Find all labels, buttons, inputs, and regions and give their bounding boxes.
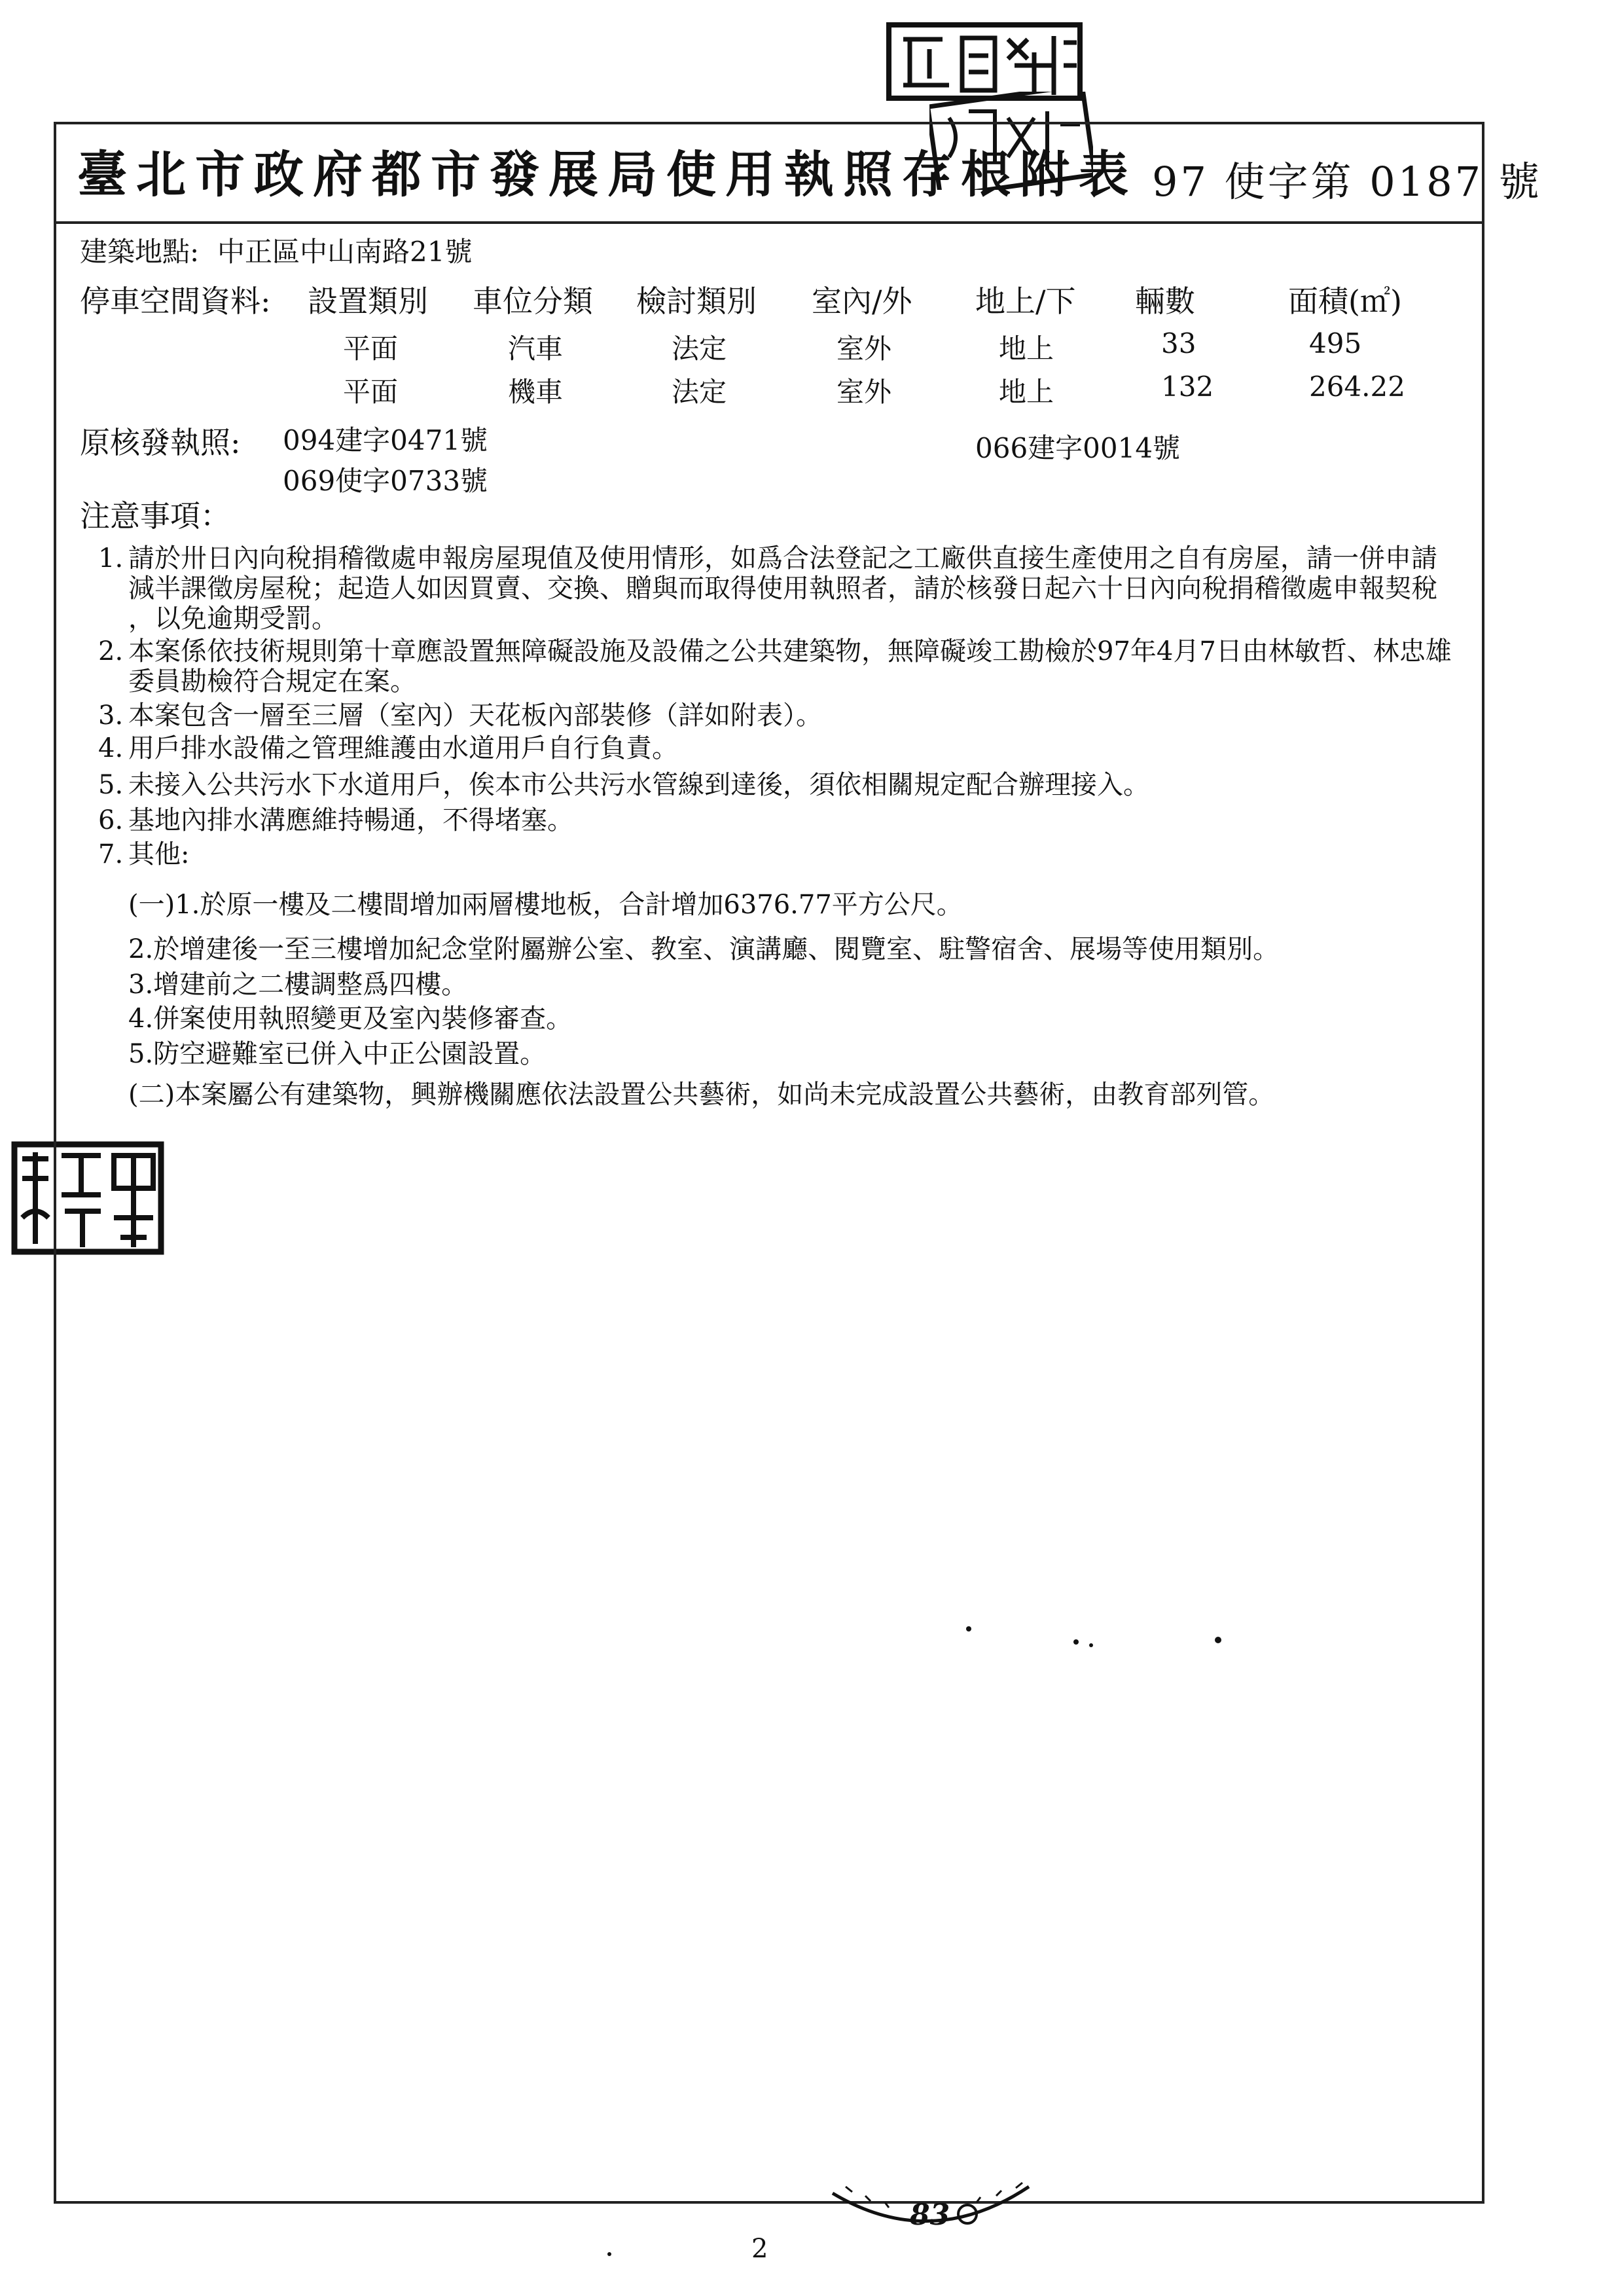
original-license-2: 069使字0733號: [283, 465, 488, 497]
speck: [607, 2252, 611, 2256]
note-item-6: [98, 805, 1479, 835]
other-item-1: (一)1.於原一樓及二樓間增加兩層樓地板，合計增加6376.77平方公尺。: [128, 890, 963, 920]
note-line: ，以免逾期受罰。: [128, 604, 338, 634]
other-item-5: 5.防空避難室已併入中正公園設置。: [128, 1039, 547, 1069]
parking-row-1-type: 平面: [343, 333, 399, 365]
note-item-1: [98, 543, 1479, 634]
parking-row-2-area: 264.22: [1309, 371, 1405, 403]
parking-row-2-count: 132: [1161, 371, 1214, 403]
site-value: 中正區中山南路21號: [217, 236, 473, 268]
note-number: 4.: [98, 733, 124, 763]
other-item-4: 4.併案使用執照變更及室內裝修審查。: [128, 1004, 573, 1034]
note-item-3: [98, 701, 1479, 731]
note-item-5: [98, 770, 1479, 800]
note-line: 未接入公共污水下水道用戶，俟本市公共污水管線到達後，須依相關規定配合辦理接入。: [128, 770, 1149, 800]
note-item-7: [98, 839, 1479, 869]
site-label: 建築地點:: [80, 236, 200, 268]
parking-col-count: 輛數: [1135, 283, 1195, 319]
parking-col-vehicle: 車位分類: [473, 283, 593, 319]
note-line: 請於卅日內向稅捐稽徵處申報房屋現值及使用情形，如爲合法登記之工廠供直接生產使用之自有房屋，請一併申請: [128, 543, 1437, 574]
speck: [1215, 1637, 1221, 1643]
document-title: 臺北市政府都市發展局使用執照存根附表: [77, 145, 1138, 204]
note-item-2: [98, 636, 1479, 697]
other-item-2: 2.於增建後一至三樓增加紀念堂附屬辦公室、教室、演講廳、閱覽室、駐警宿舍、展場等使用類別。: [128, 934, 1280, 964]
parking-col-indoor: 室內/外: [812, 283, 912, 319]
parking-row-2-vehicle: 機車: [508, 376, 564, 408]
parking-row-1-level: 地上: [999, 333, 1054, 365]
parking-row-2-level: 地上: [999, 376, 1054, 408]
note-number: 3.: [98, 701, 124, 731]
parking-row-1-area: 495: [1309, 327, 1362, 359]
note-line: 委員勘檢符合規定在案。: [128, 666, 416, 697]
note-number: 1.: [98, 543, 124, 574]
parking-row-1-count: 33: [1161, 327, 1196, 359]
parking-label: 停車空間資料:: [80, 283, 271, 319]
speck: [1089, 1643, 1093, 1647]
parking-row-1-vehicle: 汽車: [508, 333, 564, 365]
document-number: 97 使字第 0187 號: [1152, 158, 1542, 206]
parking-col-level: 地上/下: [975, 283, 1076, 319]
speck: [1073, 1639, 1079, 1645]
note-number: 5.: [98, 770, 124, 800]
note-line: 用戶排水設備之管理維護由水道用戶自行負責。: [128, 733, 678, 763]
note-number: 6.: [98, 805, 124, 835]
parking-col-type: 設置類別: [308, 283, 428, 319]
page-number: 2: [751, 2234, 768, 2264]
note-line: 減半課徵房屋稅；起造人如因買賣、交換、贈與而取得使用執照者，請於核發日起六十日內向稅捐稽徵處申報契稅: [128, 574, 1437, 604]
notes-heading: 注意事項：: [80, 498, 230, 534]
note-number: 7.: [98, 839, 124, 869]
parking-row-1-review: 法定: [672, 333, 727, 365]
document-frame: [54, 122, 1484, 2204]
parking-row-2-type: 平面: [343, 376, 399, 408]
parking-col-area: 面積(㎡): [1288, 283, 1402, 319]
note-item-4: [98, 733, 1479, 763]
parking-row-2-indoor: 室外: [836, 376, 892, 408]
note-line: 本案包含一層至三層（室內）天花板內部裝修（詳如附表）。: [128, 701, 822, 731]
other-item-3: 3.增建前之二樓調整爲四樓。: [128, 970, 468, 1000]
note-line: 其他:: [128, 839, 190, 869]
original-license-label: 原核發執照:: [80, 425, 241, 460]
parking-col-review: 檢討類別: [636, 283, 757, 319]
original-license-3: 066建字0014號: [975, 432, 1181, 464]
other-item-6: (二)本案屬公有建築物，興辦機關應依法設置公共藝術，如尚未完成設置公共藝術，由教育部列管。: [128, 1080, 1275, 1110]
original-license-1: 094建字0471號: [283, 424, 488, 456]
parking-row-2-review: 法定: [672, 376, 727, 408]
parking-row-1-indoor: 室外: [836, 333, 892, 365]
speck: [966, 1626, 971, 1631]
note-line: 本案係依技術規則第十章應設置無障礙設施及設備之公共建築物，無障礙竣工勘檢於97年4月7日由林敏哲、林忠雄: [128, 636, 1452, 666]
note-number: 2.: [98, 636, 124, 666]
note-line: 基地內排水溝應維持暢通，不得堵塞。: [128, 805, 573, 835]
bottom-stamp-number: 83: [910, 2198, 950, 2232]
bottom-number-stamp: [826, 2174, 1035, 2246]
